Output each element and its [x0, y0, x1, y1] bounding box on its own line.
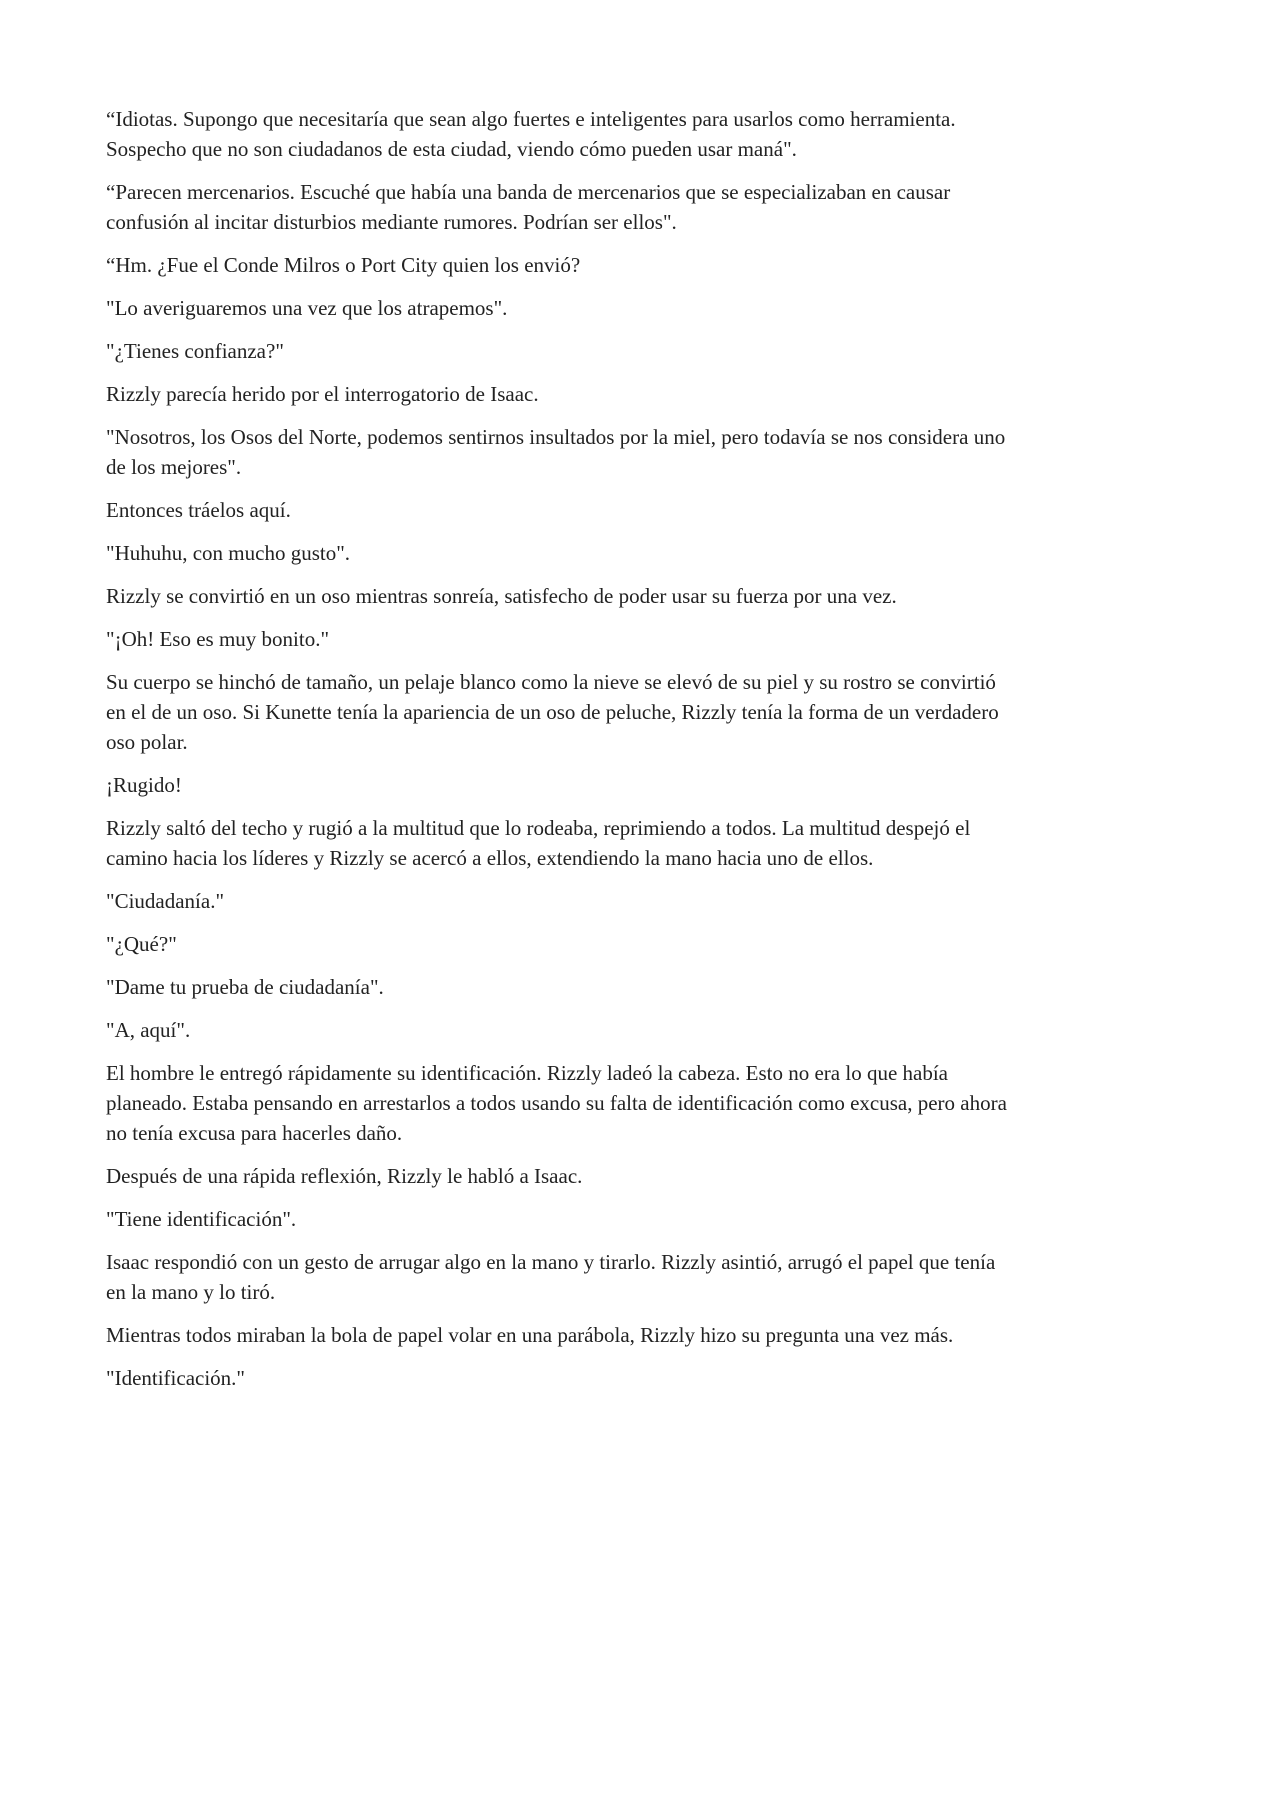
paragraph: “Hm. ¿Fue el Conde Milros o Port City quien los envió? — [106, 253, 581, 277]
paragraph: "Identificación." — [106, 1366, 246, 1390]
paragraph: Después de una rápida reflexión, Rizzly le habló a Isaac. — [106, 1164, 583, 1188]
paragraph: ¡Rugido! — [106, 773, 182, 797]
paragraph: Entonces tráelos aquí. — [106, 498, 291, 522]
paragraph: "Lo averiguaremos una vez que los atrapemos". — [106, 296, 508, 320]
paragraph: "Ciudadanía." — [106, 889, 225, 913]
paragraph: "Nosotros, los Osos del Norte, podemos sentirnos insultados por la miel, pero todavía se nos considera uno de los mejores". — [106, 425, 1006, 479]
paragraph: “Parecen mercenarios. Escuché que había una banda de mercenarios que se especializaban en causar confusión al incitar disturbios mediante rumores. Podrían ser ellos". — [106, 180, 951, 234]
paragraph: El hombre le entregó rápidamente su identificación. Rizzly ladeó la cabeza. Esto no era lo que había planeado. Estaba pensando en arrestarlos a todos usando su falta de identificación como excusa, pero ahora no tenía excusa para hacerles daño. — [106, 1061, 1007, 1145]
document-body — [106, 104, 1011, 1406]
paragraph: "¿Tienes confianza?" — [106, 339, 284, 363]
paragraph: "A, aquí". — [106, 1018, 191, 1042]
paragraph: Rizzly saltó del techo y rugió a la multitud que lo rodeaba, reprimiendo a todos. La multitud despejó el camino hacia los líderes y Rizzly se acercó a ellos, extendiendo la mano hacia uno de ellos. — [106, 816, 971, 870]
paragraph: Su cuerpo se hinchó de tamaño, un pelaje blanco como la nieve se elevó de su piel y su rostro se convirtió en el de un oso. Si Kunette tenía la apariencia de un oso de peluche, Rizzly tenía la forma de un verdadero oso polar. — [106, 670, 999, 754]
paragraph: "Dame tu prueba de ciudadanía". — [106, 975, 384, 999]
paragraph: "Tiene identificación". — [106, 1207, 297, 1231]
paragraph: “Idiotas. Supongo que necesitaría que sean algo fuertes e inteligentes para usarlos como herramienta. Sospecho que no son ciudadanos de esta ciudad, viendo cómo pueden usar maná". — [106, 107, 956, 161]
paragraph: Rizzly parecía herido por el interrogatorio de Isaac. — [106, 382, 539, 406]
paragraph: Mientras todos miraban la bola de papel volar en una parábola, Rizzly hizo su pregunta una vez más. — [106, 1323, 954, 1347]
paragraph: Isaac respondió con un gesto de arrugar algo en la mano y tirarlo. Rizzly asintió, arrugó el papel que tenía en la mano y lo tiró. — [106, 1250, 996, 1304]
paragraph: "¿Qué?" — [106, 932, 177, 956]
paragraph: "Huhuhu, con mucho gusto". — [106, 541, 351, 565]
paragraph: Rizzly se convirtió en un oso mientras sonreía, satisfecho de poder usar su fuerza por una vez. — [106, 584, 897, 608]
paragraph: "¡Oh! Eso es muy bonito." — [106, 627, 330, 651]
